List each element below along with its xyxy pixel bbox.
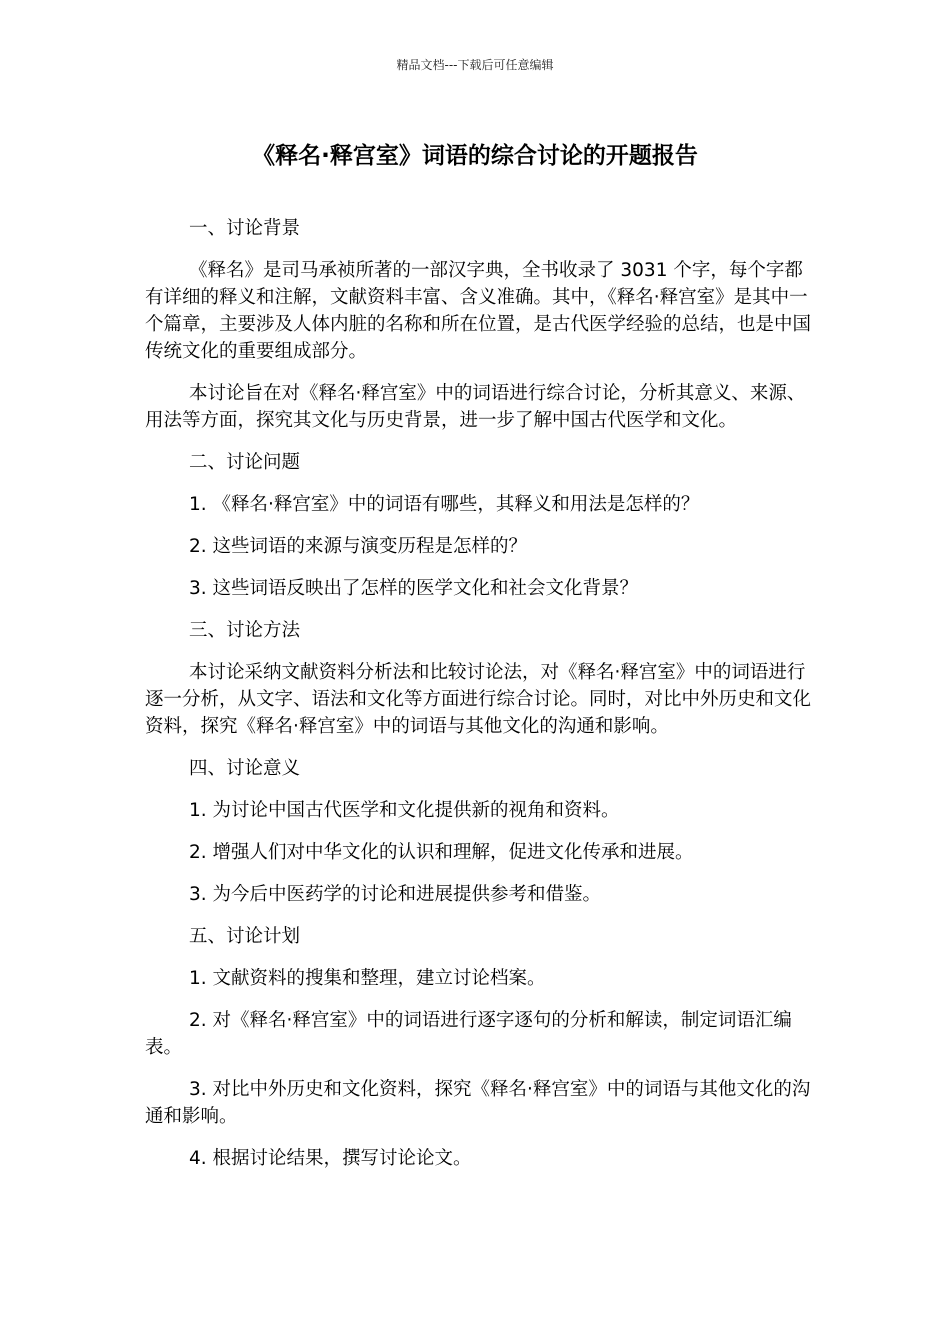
question-item-3: 3. 这些词语反映出了怎样的医学文化和社会文化背景？ [189,578,639,599]
paragraph-background-2: 本讨论旨在对《释名·释宫室》中的词语进行综合讨论，分析其意义、来源、用法等方面，探究其文化与历史背景，进一步了解中国古代医学和文化。 [145,383,806,431]
question-item-1: 1. 《释名·释宫室》中的词语有哪些，其释义和用法是怎样的？ [189,494,700,515]
section-heading-questions: 二、讨论问题 [189,452,301,473]
plan-item-3: 3. 对比中外历史和文化资料，探究《释名·释宫室》中的词语与其他文化的沟通和影响。 [145,1079,811,1127]
document-body [145,215,813,1187]
paragraph-methods: 本讨论采纳文献资料分析法和比较讨论法，对《释名·释宫室》中的词语进行逐一分析，从文字、语法和文化等方面进行综合讨论。同时，对比中外历史和文化资料，探究《释名·释宫室》中的词语与其他文化的沟通和影响。 [145,662,812,737]
significance-item-1: 1. 为讨论中国古代医学和文化提供新的视角和资料。 [189,800,620,821]
section-heading-methods: 三、讨论方法 [189,620,301,641]
plan-item-2: 2. 对《释名·释宫室》中的词语进行逐字逐句的分析和解读，制定词语汇编表。 [145,1010,792,1058]
plan-item-1: 1. 文献资料的搜集和整理，建立讨论档案。 [189,968,546,989]
header-note: 精品文档---下载后可任意编辑 [396,58,554,72]
section-heading-background: 一、讨论背景 [189,218,301,239]
plan-item-4: 4. 根据讨论结果，撰写讨论论文。 [189,1148,472,1169]
document-title: 《释名·释宫室》词语的综合讨论的开题报告 [252,143,698,169]
question-item-2: 2. 这些词语的来源与演变历程是怎样的？ [189,536,528,557]
section-heading-significance: 四、讨论意义 [189,758,301,779]
significance-item-3: 3. 为今后中医药学的讨论和进展提供参考和借鉴。 [189,884,602,905]
paragraph-background-1: 《释名》是司马承祯所著的一部汉字典，全书收录了 3031 个字，每个字都有详细的释义和注解，文献资料丰富、含义准确。其中，《释名·释宫室》是其中一个篇章，主要涉及人体内脏的名称和所在位置，是古代医学经验的总结，也是中国传统文化的重要组成部分。 [145,260,812,362]
section-heading-plan: 五、讨论计划 [189,926,301,947]
significance-item-2: 2. 增强人们对中华文化的认识和理解，促进文化传承和进展。 [189,842,694,863]
